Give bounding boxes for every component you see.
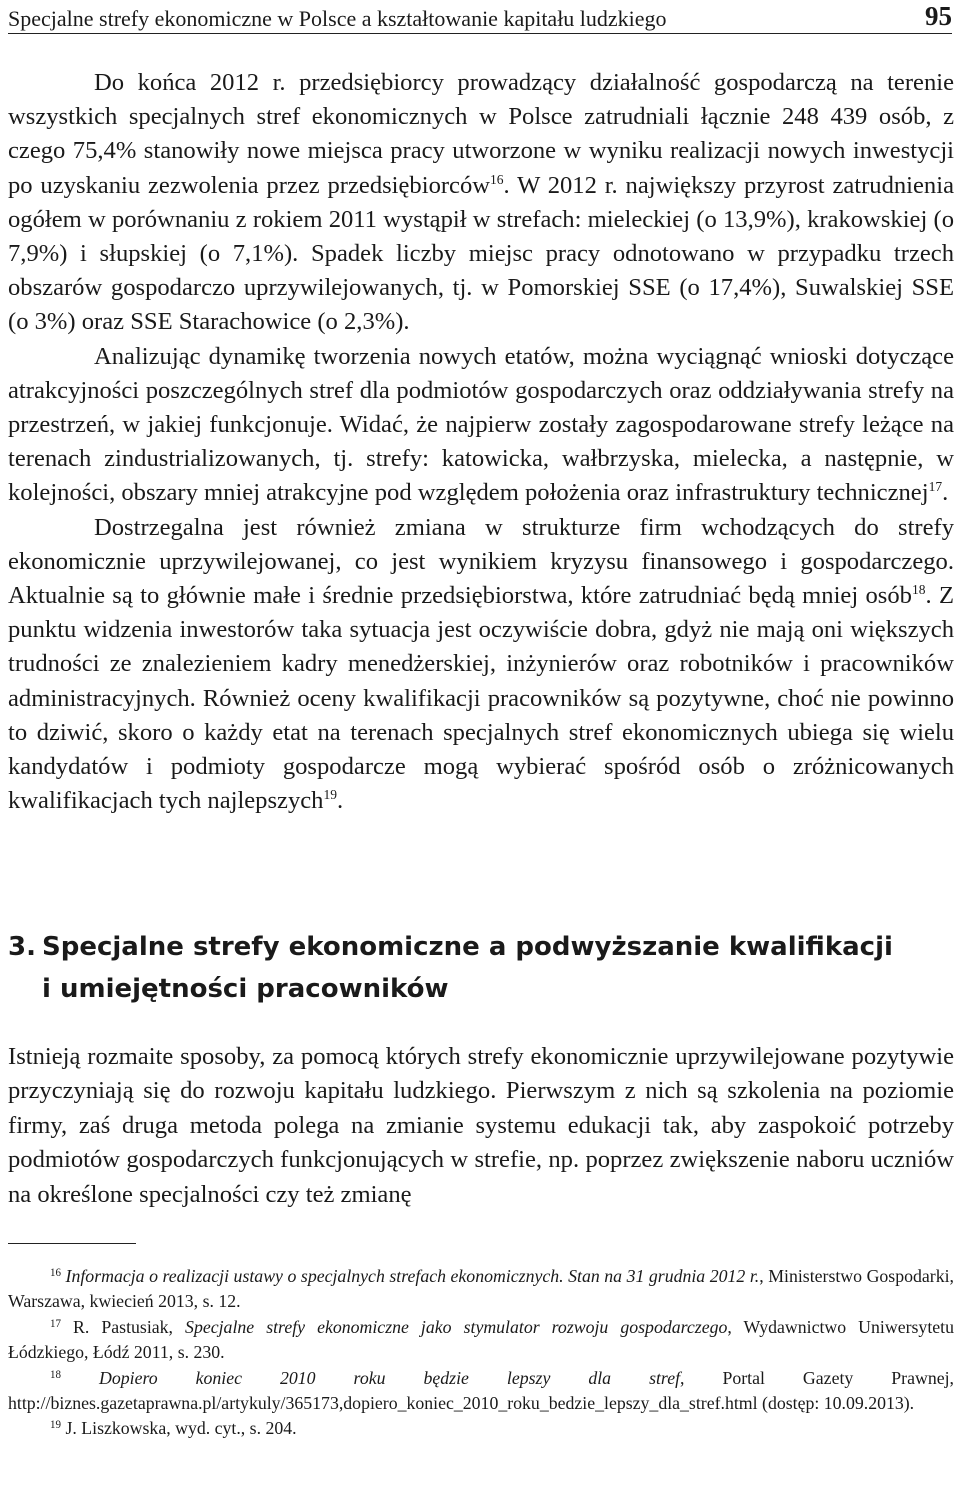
footnote-ref-17[interactable]: 17 [928, 479, 943, 495]
section-heading [8, 926, 954, 1010]
section-number: 3. [8, 932, 36, 962]
footnote-18-link-text[interactable]: , Portal Gazety Prawnej, http://biznes.gazetaprawna.pl/artykuly/365173,dopiero_koniec_2010_roku_bedzie_lepszy_dla_stref.html (dostęp: 10.09.2013). [8, 1367, 954, 1414]
body-text [8, 66, 954, 818]
footnote-ref-16[interactable]: 16 [490, 171, 504, 187]
section-body [8, 1040, 954, 1212]
footnote-17: $^{17}$ R. Pastusiak, Specjalne strefy ekonomiczne jako stymulator rozwoju gospodarczego, Wydawnictwo Uniwersytetu Łódzkiego, Łódź 2011, s. 230. [8, 1316, 954, 1363]
running-header-title: Specjalne strefy ekonomiczne w Polsce a kształtowanie kapitału ludzkiego [8, 6, 667, 31]
running-header [8, 0, 952, 34]
footnote-18: $^{18}$ Dopiero koniec 2010 roku będzie lepszy dla stref, Portal Gazety Prawnej, http://biznes.gazetaprawna.pl/artykuly/365173,dopiero_koniec_2010_roku_bedzie_lepszy_dla_stref.html (dostęp: 10.09.2013). [8, 1367, 954, 1414]
footnote-16: $^{16}$ Informacja o realizacji ustawy o specjalnych strefach ekonomicznych. Stan na 31 grudnia 2012 r., Ministerstwo Gospodarki, Warszawa, kwiecień 2013, s. 12. [8, 1266, 954, 1312]
section-title-line1: Specjalne strefy ekonomiczne a podwyższanie kwalifikacji [42, 932, 893, 962]
paragraph-dynamics: Analizując dynamikę tworzenia nowych etatów, można wyciągnąć wnioski dotyczące atrakcyjności poszczególnych stref dla podmiotów gospodarczych oraz oddziaływania strefy na przestrzeń, w jakiej funkcjonuje. Widać, że najpierw zostały zagospodarowane strefy leżące na terenach zindustrializowanych, tj. strefy: katowicka, wałbrzyska, mielecka, a następnie, w kolejności, obszary mniej atrakcyjne pod względem położenia oraz infrastruktury technicznej$^{17}$. [8, 342, 954, 507]
paragraph-firm-structure: Dostrzegalna jest również zmiana w strukturze firm wchodzących do strefy ekonomicznie uprzywilejowanej, co jest wynikiem kryzysu finansowego i gospodarczego. Aktualnie są to głównie małe i średnie przedsiębiorstwa, które zatrudniać będą mniej osób$^{18}$. Z punktu widzenia inwestorów taka sytuacja jest oczywiście dobra, gdyż nie mają oni większych trudności ze znalezieniem kadry menedżerskiej, inżynierów oraz robotników i pracowników administracyjnych. Również oceny kwalifikacji pracowników są pozytywne, choć nie powinno to dziwić, skoro o każdy etat na terenach specjalnych stref ekonomicznych ubiega się wielu kandydatów i podmioty gospodarcze mogą wybierać spośród osób o zróżnicowanych kwalifikacjach tych najlepszych$^{19}$. [8, 513, 954, 815]
paragraph-section-intro: Istnieją rozmaite sposoby, za pomocą których strefy ekonomicznie uprzywilejowane pozytywie przyczyniają się do rozwoju kapitału ludzkiego. Pierwszym z nich są szkolenia na poziomie firmy, zaś druga metoda polega na zmianie systemu edukacji tak, aby zaspokoić potrzeby podmiotów gospodarczych funkcjonujących w strefie, np. poprzez zwiększenie naboru uczniów na określone specjalności czy też zmianę [8, 1043, 954, 1208]
footnote-19: $^{19}$ J. Liszkowska, wyd. cyt., s. 204. [50, 1418, 297, 1439]
page-number: 95 [925, 1, 952, 31]
footnote-ref-18[interactable]: 18 [911, 582, 926, 598]
paragraph-employment: Do końca 2012 r. przedsiębiorcy prowadzący działalność gospodarczą na terenie wszystkich specjalnych stref ekonomicznych w Polsce zatrudniali łącznie 248 439 osób, z czego 75,4% stanowiły nowe miejsca pracy utworzone w wyniku realizacji nowych inwestycji po uzyskaniu zezwolenia przez przedsiębiorców$^{16}$. W 2012 r. największy przyrost zatrudnienia ogółem w porównaniu z rokiem 2011 wystąpił w strefach: mieleckiej (o 13,9%), krakowskiej (o 7,9%) i słupskiej (o 7,1%). Spadek liczby miejsc pracy odnotowano w przypadku trzech obszarów gospodarczo uprzywilejowanych, tj. w Pomorskiej SSE (o 17,4%), Suwalskiej SSE (o 3%) oraz SSE Starachowice (o 2,3%). [8, 69, 954, 336]
section-title-line2: i umiejętności pracowników [42, 974, 449, 1004]
footnote-divider [8, 1243, 136, 1244]
footnotes [8, 1264, 954, 1442]
footnote-ref-19[interactable]: 19 [323, 787, 337, 803]
